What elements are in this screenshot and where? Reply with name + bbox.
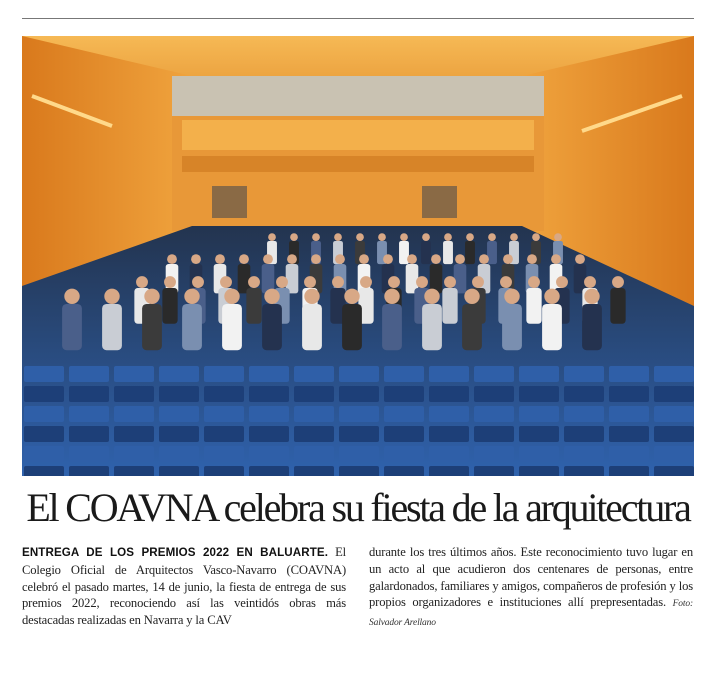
person-head [136, 276, 148, 288]
seat [159, 466, 199, 476]
seat [24, 466, 64, 476]
article-column-left [22, 544, 346, 628]
person-head [504, 289, 519, 304]
seat [519, 406, 559, 422]
person-head [466, 233, 474, 241]
auditorium-group-photo [22, 36, 694, 476]
person-head [191, 254, 201, 264]
person-head [551, 254, 561, 264]
seat [564, 366, 604, 382]
seat [24, 426, 64, 442]
balcony-front [182, 120, 534, 150]
seat [429, 426, 469, 442]
person-head [384, 289, 399, 304]
seat [609, 386, 649, 402]
person-head [400, 233, 408, 241]
person-body [462, 304, 482, 350]
seat [69, 406, 109, 422]
seat [294, 446, 334, 462]
person-head [104, 289, 119, 304]
seat [114, 466, 154, 476]
seat [69, 466, 109, 476]
seat [654, 426, 694, 442]
seat [249, 426, 289, 442]
photo-credit: Foto: Salvador Arellano [369, 599, 693, 629]
seat [474, 406, 514, 422]
person-body [443, 241, 453, 264]
person-head [215, 254, 225, 264]
seat [429, 366, 469, 382]
seat [159, 446, 199, 462]
person-body [422, 304, 442, 350]
seat [24, 406, 64, 422]
person-body [526, 288, 541, 324]
seat [339, 466, 379, 476]
seat [339, 406, 379, 422]
headline: El COAVNA celebra su fiesta de la arquitectura [26, 485, 690, 530]
balcony-window [172, 76, 544, 116]
seat [249, 386, 289, 402]
seat [519, 466, 559, 476]
seat [474, 466, 514, 476]
person-head [527, 254, 537, 264]
person-head [167, 254, 177, 264]
seat [204, 406, 244, 422]
person-head [416, 276, 428, 288]
seat [609, 446, 649, 462]
person-head [431, 254, 441, 264]
person-head [263, 254, 273, 264]
person-head [224, 289, 239, 304]
kicker: ENTREGA DE LOS PREMIOS 2022 EN BALUARTE. [22, 546, 329, 559]
seat [69, 446, 109, 462]
seat [339, 386, 379, 402]
person-body [582, 304, 602, 350]
seat [204, 466, 244, 476]
person-body [142, 304, 162, 350]
seat [69, 366, 109, 382]
person-head [479, 254, 489, 264]
seat [294, 406, 334, 422]
person-head [344, 289, 359, 304]
person-head [378, 233, 386, 241]
seat [429, 406, 469, 422]
seat [564, 446, 604, 462]
seat [654, 466, 694, 476]
person-head [334, 233, 342, 241]
seat [384, 426, 424, 442]
person-head [422, 233, 430, 241]
seat [249, 406, 289, 422]
person-body [465, 241, 475, 264]
person-head [472, 276, 484, 288]
seat [339, 426, 379, 442]
person-head [584, 276, 596, 288]
seat [564, 426, 604, 442]
seat [474, 386, 514, 402]
person-head [356, 233, 364, 241]
seat [384, 446, 424, 462]
person-head [444, 276, 456, 288]
seat [159, 426, 199, 442]
person-head [544, 289, 559, 304]
seat [249, 446, 289, 462]
seat [519, 446, 559, 462]
rear-door-right [422, 186, 457, 218]
seat [609, 466, 649, 476]
seat [114, 366, 154, 382]
seat [24, 386, 64, 402]
seat [474, 446, 514, 462]
article-column-right [369, 544, 693, 632]
person-head [335, 254, 345, 264]
body-text-right: durante los tres últimos años. Este reconocimiento tuvo lugar en un acto al que acudieron dos centenares de personas, entre galardonados, familiares y amigos, compañeros de profesión y los propios organizadores e instituciones allí prepresentadas. [369, 545, 693, 610]
person-head [287, 254, 297, 264]
seat [159, 386, 199, 402]
person-head [312, 233, 320, 241]
seat [114, 426, 154, 442]
person-head [304, 276, 316, 288]
seat [474, 366, 514, 382]
seat [159, 406, 199, 422]
seat [294, 366, 334, 382]
person-head [311, 254, 321, 264]
seat [249, 466, 289, 476]
seat [519, 366, 559, 382]
person-head [464, 289, 479, 304]
seat [204, 386, 244, 402]
person-head [612, 276, 624, 288]
person-head [528, 276, 540, 288]
seat [609, 366, 649, 382]
seat [384, 366, 424, 382]
seat [384, 406, 424, 422]
person-body [342, 304, 362, 350]
person-head [164, 276, 176, 288]
person-body [610, 288, 625, 324]
person-body [421, 241, 431, 264]
seat [519, 386, 559, 402]
seat [294, 386, 334, 402]
person-head [276, 276, 288, 288]
person-body [302, 304, 322, 350]
person-body [502, 304, 522, 350]
seat [429, 386, 469, 402]
person-head [500, 276, 512, 288]
seat [474, 426, 514, 442]
seat [339, 446, 379, 462]
seat [204, 366, 244, 382]
person-head [264, 289, 279, 304]
person-head [407, 254, 417, 264]
seat [24, 366, 64, 382]
person-head [424, 289, 439, 304]
person-head [239, 254, 249, 264]
seat [339, 366, 379, 382]
seat [159, 366, 199, 382]
balcony-shadow [182, 156, 534, 172]
seat [429, 466, 469, 476]
person-head [332, 276, 344, 288]
person-head [554, 233, 562, 241]
person-head [192, 276, 204, 288]
seat [564, 406, 604, 422]
person-body [62, 304, 82, 350]
person-body [442, 288, 457, 324]
seat [204, 446, 244, 462]
seat [564, 386, 604, 402]
person-head [584, 289, 599, 304]
person-head [184, 289, 199, 304]
seat [429, 446, 469, 462]
seat [114, 446, 154, 462]
person-head [144, 289, 159, 304]
person-head [64, 289, 79, 304]
person-head [359, 254, 369, 264]
person-head [510, 233, 518, 241]
person-head [488, 233, 496, 241]
person-head [444, 233, 452, 241]
person-body [262, 304, 282, 350]
seat [69, 426, 109, 442]
person-head [388, 276, 400, 288]
seat [24, 446, 64, 462]
body-text-left: El Colegio Oficial de Arquitectos Vasco-Navarro (COAVNA) celebró el pasado martes, 14 de junio, la fiesta de entrega de sus premios 2022, reconociendo así las veintidós obras más destacadas realizadas en Navarra y la CAV [22, 545, 346, 628]
person-head [455, 254, 465, 264]
person-head [360, 276, 372, 288]
seat [609, 406, 649, 422]
person-head [304, 289, 319, 304]
seat [204, 426, 244, 442]
person-head [248, 276, 260, 288]
person-body [102, 304, 122, 350]
person-head [220, 276, 232, 288]
seat [294, 466, 334, 476]
person-head [575, 254, 585, 264]
rear-door-left [212, 186, 247, 218]
seat [69, 386, 109, 402]
person-body [382, 304, 402, 350]
person-head [290, 233, 298, 241]
person-body [542, 304, 562, 350]
person-body [222, 304, 242, 350]
person-head [383, 254, 393, 264]
seat [654, 406, 694, 422]
seat [519, 426, 559, 442]
seat [609, 426, 649, 442]
seat [114, 406, 154, 422]
seat [654, 386, 694, 402]
seat [249, 366, 289, 382]
person-head [268, 233, 276, 241]
seat [384, 386, 424, 402]
seat [114, 386, 154, 402]
person-body [246, 288, 261, 324]
seat [564, 466, 604, 476]
seat [384, 466, 424, 476]
top-rule [22, 18, 694, 19]
person-body [162, 288, 177, 324]
seat [654, 446, 694, 462]
person-head [503, 254, 513, 264]
seat [654, 366, 694, 382]
person-body [182, 304, 202, 350]
news-photo [22, 36, 694, 476]
person-head [556, 276, 568, 288]
seat [294, 426, 334, 442]
person-head [532, 233, 540, 241]
